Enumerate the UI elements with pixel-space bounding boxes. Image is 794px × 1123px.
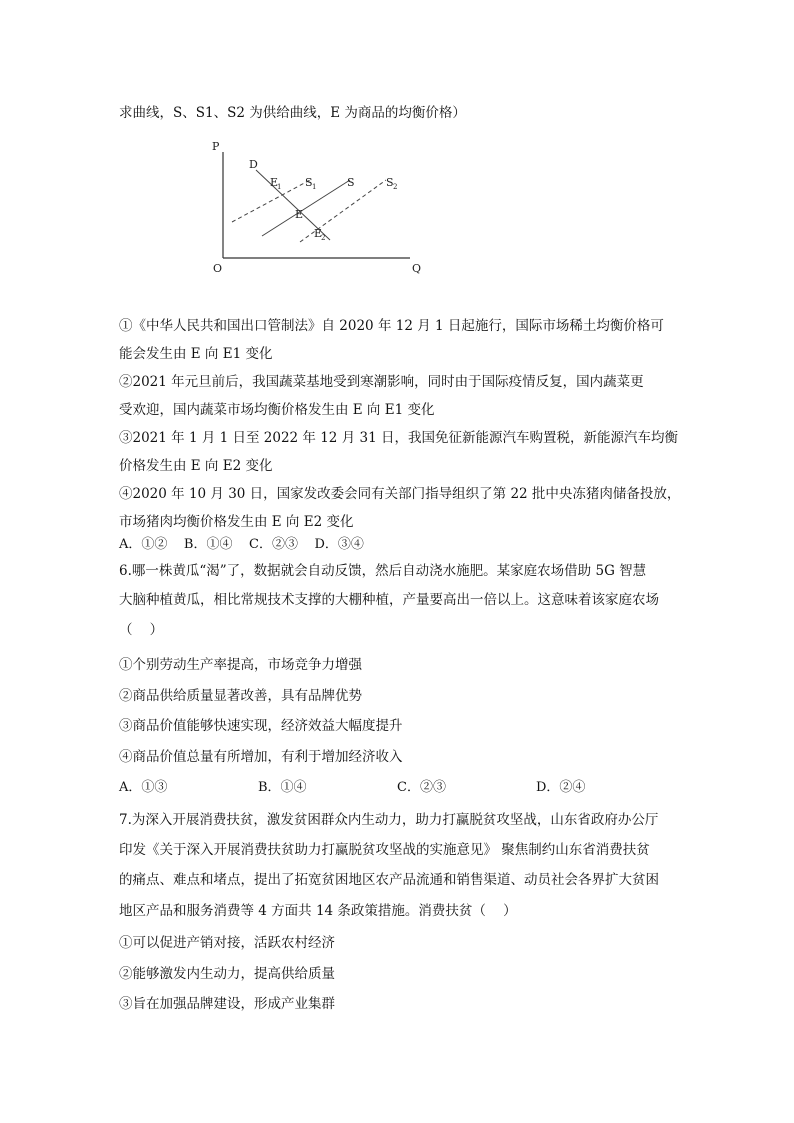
q7-stem-a: 7.为深入开展消费扶贫，激发贫困群众内生动力，助力打赢脱贫攻坚战，山东省政府办公厅 <box>119 812 659 828</box>
q5-item3-a: ③2021 年 1 月 1 日至 2022 年 12 月 31 日，我国免征新能源汽车购置税，新能源汽车均衡 <box>119 430 678 446</box>
q6-item4: ④商品价值总量有所增加，有利于增加经济收入 <box>119 749 403 765</box>
label-d: D <box>249 158 258 171</box>
q6-item3: ③商品价值能够快速实现，经济效益大幅度提升 <box>119 718 403 734</box>
label-e2: E <box>314 227 323 240</box>
label-e1: E <box>270 176 279 189</box>
q6-option-c: C．②③ <box>397 780 446 795</box>
label-e1-sub: 1 <box>277 183 282 191</box>
q6-stem-a: 6.哪一株黄瓜“渴”了，数据就会自动反馈，然后自动浇水施肥。某家庭农场借助 5G 智慧 <box>119 563 647 579</box>
label-e: E <box>295 208 304 221</box>
q6-item2: ②商品供给质量显著改善，具有品牌优势 <box>119 688 362 704</box>
q5-item4-b: 市场猪肉均衡价格发生由 E 向 E2 变化 <box>119 514 354 530</box>
q6-option-b: B．①④ <box>258 780 307 795</box>
supply-demand-graph <box>0 0 794 300</box>
q5-item4-a: ④2020 年 10 月 30 日，国家发改委会同有关部门指导组织了第 22 批中央冻猪肉储备投放， <box>119 486 681 502</box>
q7-stem-d: 地区产品和服务消费等 4 方面共 14 条政策措施。消费扶贫（ ） <box>119 903 517 919</box>
q7-item1: ①可以促进产销对接，活跃农村经济 <box>119 935 335 951</box>
q6-option-a: A．①③ <box>119 780 168 795</box>
q5-item1-a: ①《中华人民共和国出口管制法》自 2020 年 12 月 1 日起施行，国际市场稀土均衡价格可 <box>119 318 664 334</box>
axis-label-q: Q <box>412 262 422 275</box>
q6-blank: （ ） <box>119 622 164 638</box>
q6-stem-b: 大脑种植黄瓜，相比常规技术支撑的大棚种植，产量要高出一倍以上。这意味着该家庭农场 <box>119 592 659 608</box>
q6-item1: ①个别劳动生产率提高，市场竞争力增强 <box>119 657 362 673</box>
label-s1: S <box>305 176 313 189</box>
q5-item1-b: 能会发生由 E 向 E1 变化 <box>119 346 273 362</box>
q5-options: A．①② B．①④ C．②③ D．③④ <box>119 537 364 552</box>
label-s1-sub: 1 <box>312 183 317 191</box>
label-s2: S <box>386 176 394 189</box>
origin-label: O <box>213 262 223 275</box>
q6-option-d: D．②④ <box>536 780 586 795</box>
q7-item3: ③旨在加强品牌建设，形成产业集群 <box>119 996 335 1012</box>
q5-item2-b: 受欢迎，国内蔬菜市场均衡价格发生由 E 向 E1 变化 <box>119 402 435 418</box>
intro-line: 求曲线，S、S1、S2 为供给曲线，E 为商品的均衡价格） <box>119 105 466 121</box>
label-s: S <box>347 176 355 189</box>
label-s2-sub: 2 <box>393 183 398 191</box>
axis-label-p: P <box>212 140 220 153</box>
q5-item2-a: ②2021 年元旦前后，我国蔬菜基地受到寒潮影响，同时由于国际疫情反复，国内蔬菜更 <box>119 374 644 390</box>
q5-item3-b: 价格发生由 E 向 E2 变化 <box>119 458 273 474</box>
q7-stem-c: 的痛点、难点和堵点，提出了拓宽贫困地区农产品流通和销售渠道、动员社会各界扩大贫困 <box>119 872 659 888</box>
label-e2-sub: 2 <box>321 234 326 242</box>
q7-stem-b: 印发《关于深入开展消费扶贫助力打赢脱贫攻坚战的实施意见》 聚焦制约山东省消费扶贫 <box>119 842 650 858</box>
q7-item2: ②能够激发内生动力，提高供给质量 <box>119 966 335 982</box>
